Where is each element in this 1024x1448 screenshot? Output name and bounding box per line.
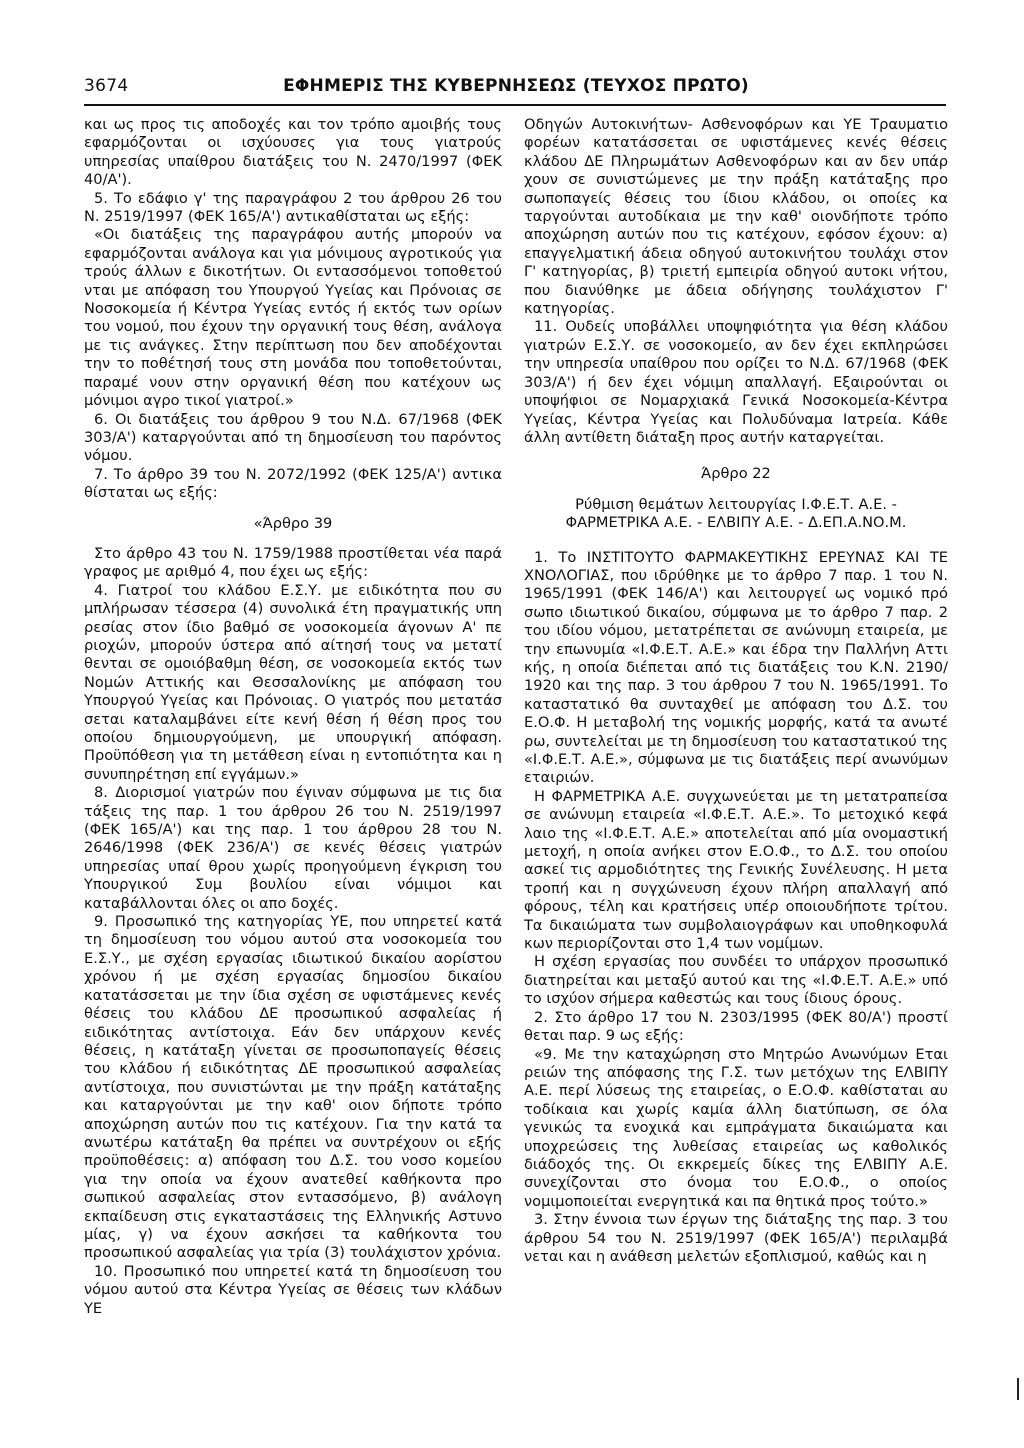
article-title-line: ΦΑΡΜΕΤΡΙΚΑ Α.Ε. - ΕΛΒΙΠΥ Α.Ε. - Δ.ΕΠ.Α.ΝΟ.Μ. [565, 514, 907, 532]
left-column [84, 116, 502, 1416]
paragraph: 2. Στο άρθρο 17 του Ν. 2303/1995 (ΦΕΚ 80/Α') προστί θεται παρ. 9 ως εξής: [524, 1008, 948, 1045]
article-22-heading [524, 465, 948, 532]
right-column [524, 116, 948, 1416]
paragraph: 5. Το εδάφιο γ' της παραγράφου 2 του άρθρου 26 του Ν. 2519/1997 (ΦΕΚ 165/Α') αντικαθίσταται ως εξής: [84, 189, 502, 226]
paragraph: 7. Το άρθρο 39 του Ν. 2072/1992 (ΦΕΚ 125/Α') αντικα θίσταται ως εξής: [84, 465, 502, 502]
page-title: ΕΦΗΜΕΡΙΣ ΤΗΣ ΚΥΒΕΡΝΗΣΕΩΣ (ΤΕΥΧΟΣ ΠΡΩΤΟ) [283, 76, 749, 96]
paragraph: 9. Προσωπικό της κατηγορίας ΥΕ, που υπηρετεί κατά τη δημοσίευση του νόμου αυτού στα νοσοκομεία του Ε.Σ.Υ., με σχέση εργασίας ιδιωτικού δικαίου αορίστου χρόνου ή με σχέση εργασίας δημοσίου δικαίου κατατάσσεται με την ίδια σχέση σε υφιστάμενες κενές θέσεις του κλάδου ΔΕ προσωπικού ασφαλείας ή ειδικότητας αντίστοιχα. Εάν δεν υπάρχουν κενές θέσεις, η κατάταξη γίνεται σε προσωποπαγείς θέσεις του κλάδου ή ειδικότητας ΔΕ προσωπικού ασφαλείας αντίστοιχα, που συνιστώνται με την πράξη κατάταξης και καταργούνται με την καθ' οιον δήποτε τρόπο αποχώρηση αυτών που τις κατέχουν. Για την κατά τα ανωτέρω κατάταξη θα πρέπει να συντρέχουν οι εξής προϋποθέσεις: α) απόφαση του Δ.Σ. του νοσο κομείου για την οποία να έχουν ανατεθεί καθήκοντα προ σωπικού ασφαλείας στον εντασσόμενο, β) ανάλογη εκπαίδευση στις εγκαταστάσεις της Ελληνικής Αστυνο μίας, γ) να έχουν ασκήσει τα καθήκοντα του προσωπικού ασφαλείας για τρία (3) τουλάχιστον χρόνια. [84, 913, 502, 1262]
paragraph: 6. Οι διατάξεις του άρθρου 9 του Ν.Δ. 67/1968 (ΦΕΚ 303/Α') καταργούνται από τη δημοσίευση του παρόντος νόμου. [84, 410, 502, 465]
article-title-line: Ρύθμιση θεμάτων λειτουργίας Ι.Φ.Ε.Τ. Α.Ε. - [575, 495, 897, 513]
paragraph: 4. Γιατροί του κλάδου Ε.Σ.Υ. με ειδικότητα που συ μπλήρωσαν τέσσερα (4) συνολικά έτη πραγματικής υπη ρεσίας στον ίδιο βαθμό σε νοσοκομεία άγονων Α' πε ριοχών, μπορούν ύστερα από αίτησή τους να μετατί θενται σε ομοιόβαθμη θέση, σε νοσοκομεία εκτός των Νομών Αττικής και Θεσσαλονίκης με απόφαση του Υπουργού Υγείας και Πρόνοιας. Ο γιατρός που μετατάσ σεται καταλαμβάνει είτε κενή θέση ή θέση προς του οποίου δημιουργούμενη, με υπουργική απόφαση. Προϋπόθεση για τη μετάθεση είναι η εντοπιότητα και η συνυπηρέτηση επί εγγάμων.» [84, 581, 502, 783]
paragraph: Οδηγών Αυτοκινήτων- Ασθενοφόρων και ΥΕ Τραυματιο φορέων κατατάσσεται σε υφιστάμενες κενές θέσεις κλάδου ΔΕ Πληρωμάτων Ασθενοφόρων και αν δεν υπάρ χουν σε συνιστώμενες με την πράξη κατάταξης προ σωποπαγείς θέσεις του ίδιου κλάδου, οι οποίες κα ταργούνται αυτοδίκαια με την καθ' οιονδήποτε τρόπο αποχώρηση αυτών που τις κατέχουν, εφόσον έχουν: α) επαγγελματική άδεια οδηγού αυτοκινήτου τουλάχι στον Γ' κατηγορίας, β) τριετή εμπειρία οδηγού αυτοκι νήτου, που διανύθηκε με άδεια οδήγησης τουλάχιστον Γ' κατηγορίας. [524, 116, 948, 318]
paragraph: 1. Το ΙΝΣΤΙΤΟΥΤΟ ΦΑΡΜΑΚΕΥΤΙΚΗΣ ΕΡΕΥΝΑΣ ΚΑΙ ΤΕ ΧΝΟΛΟΓΙΑΣ, που ιδρύθηκε με το άρθρο 7 παρ. 1 του Ν. 1965/1991 (ΦΕΚ 146/Α') και λειτουργεί ως νομικό πρό σωπο ιδιωτικού δικαίου, σύμφωνα με το άρθρο 7 παρ. 2 του ιδίου νόμου, μετατρέπεται σε ανώνυμη εταιρεία, με την επωνυμία «Ι.Φ.Ε.Τ. Α.Ε.» και έδρα την Παλλήνη Αττι κής, η οποία διέπεται από τις διατάξεις του Κ.Ν. 2190/ 1920 και της παρ. 3 του άρθρου 7 του Ν. 1965/1991. Το καταστατικό θα συνταχθεί με απόφαση του Δ.Σ. του Ε.Ο.Φ. Η μεταβολή της νομικής μορφής, κατά τα ανωτέ ρω, συντελείται με τη δημοσίευση του καταστατικού της «Ι.Φ.Ε.Τ. Α.Ε.», σύμφωνα με τις διατάξεις περί ανωνύμων εταιριών. [524, 548, 948, 787]
paragraph: Στο άρθρο 43 του Ν. 1759/1988 προστίθεται νέα παρά γραφος με αριθμό 4, που έχει ως εξής: [84, 544, 502, 581]
paragraph: «Οι διατάξεις της παραγράφου αυτής μπορούν να εφαρμόζονται ανάλογα και για μόνιμους αγροτικούς για τρούς άλλων ε δικοτήτων. Οι εντασσόμενοι τοποθετού νται με απόφαση του Υπουργού Υγείας και Πρόνοιας σε Νοσοκομεία ή Κέντρα Υγείας εντός ή εκτός των ορίων του νομού, που έχουν την οργανική τους θέση, ανάλογα με τις ανάγκες. Στην περίπτωση που δεν αποδέχονται την το ποθέτησή τους στη μονάδα που τοποθετούνται, παραμέ νουν στην οργανική θέση που κατέχουν ως μόνιμοι αγρο τικοί γιατροί.» [84, 226, 502, 410]
scan-edge-mark [1017, 1378, 1019, 1400]
article-number: Άρθρο 22 [701, 465, 771, 483]
paragraph: Η ΦΑΡΜΕΤΡΙΚΑ Α.Ε. συγχωνεύεται με τη μετατραπείσα σε ανώνυμη εταιρεία «Ι.Φ.Ε.Τ. Α.Ε.». Το μετοχικό κεφά λαιο της «Ι.Φ.Ε.Τ. Α.Ε.» αποτελείται από μία ονομαστική μετοχή, η οποία ανήκει στον Ε.Ο.Φ., το Δ.Σ. του οποίου ασκεί τις αρμοδιότητες της Γενικής Συνέλευσης. Η μετα τροπή και η συγχώνευση έχουν πλήρη απαλλαγή από φόρους, τέλη και κρατήσεις υπέρ οποιουδήποτε τρίτου. Τα δικαιώματα των συμβολαιογράφων και υποθηκοφυλά κων περιορίζονται στο 1,4 των νομίμων. [524, 787, 948, 953]
paragraph: 11. Ουδείς υποβάλλει υποψηφιότητα για θέση κλάδου γιατρών Ε.Σ.Υ. σε νοσοκομείο, αν δεν έχει εκπληρώσει την υπηρεσία υπαίθρου που ορίζει το Ν.Δ. 67/1968 (ΦΕΚ 303/Α') ή δεν έχει νόμιμη απαλλαγή. Εξαιρούνται οι υποψήφιοι σε Νομαρχιακά Γενικά Νοσοκομεία-Κέντρα Υγείας, Κέντρα Υγείας και Πολυδύναμα Ιατρεία. Κάθε άλλη αντίθετη διάταξη προς αυτήν καταργείται. [524, 318, 948, 446]
article-39-heading: «Άρθρο 39 [253, 514, 333, 532]
page-header [84, 76, 948, 102]
paragraph: 10. Προσωπικό που υπηρετεί κατά τη δημοσίευση του νόμου αυτού στα Κέντρα Υγείας σε θέσεις των κλάδων ΥΕ [84, 1262, 502, 1317]
paragraph: και ως προς τις αποδοχές και τον τρόπο αμοιβής τους εφαρμόζονται οι ισχύουσες για τους γιατρούς υπηρεσίας υπαίθρου διατάξεις του Ν. 2470/1997 (ΦΕΚ 40/Α'). [84, 116, 502, 189]
paragraph: Η σχέση εργασίας που συνδέει το υπάρχον προσωπικό διατηρείται και μεταξύ αυτού και της «Ι.Φ.Ε.Τ. Α.Ε.» υπό το ισχύον σήμερα καθεστώς και τους ίδιους όρους. [524, 953, 948, 1008]
page-number: 3674 [84, 76, 129, 96]
paragraph: «9. Με την καταχώρηση στο Μητρώο Ανωνύμων Εται ρειών της απόφασης της Γ.Σ. των μετόχων της ΕΛΒΙΠΥ Α.Ε. περί λύσεως της εταιρείας, ο Ε.Ο.Φ. καθίσταται αυ τοδίκαια και χωρίς καμία άλλη διατύπωση, σε όλα γενικώς τα ενοχικά και εμπράγματα δικαιώματα και υποχρεώσεις της λυθείσας εταιρείας ως καθολικός διάδοχός της. Οι εκκρεμείς δίκες της ΕΛΒΙΠΥ Α.Ε. συνεχίζονται στο όνομα του Ε.Ο.Φ., ο οποίος νομιμοποιείται ενεργητικά και πα θητικά προς τούτο.» [524, 1045, 948, 1210]
paragraph: 8. Διορισμοί γιατρών που έγιναν σύμφωνα με τις δια τάξεις της παρ. 1 του άρθρου 26 του Ν. 2519/1997 (ΦΕΚ 165/Α') και της παρ. 1 του άρθρου 28 του Ν. 2646/1998 (ΦΕΚ 236/Α') σε κενές θέσεις γιατρών υπηρεσίας υπαί θρου χωρίς προηγούμενη έγκριση του Υπουργικού Συμ βουλίου είναι νόμιμοι και καταβάλλονται όλες οι απο δοχές. [84, 784, 502, 912]
paragraph: 3. Στην έννοια των έργων της διάταξης της παρ. 3 του άρθρου 54 του Ν. 2519/1997 (ΦΕΚ 165/Α') περιλαμβά νεται και η ανάθεση μελετών εξοπλισμού, καθώς και η [524, 1211, 948, 1265]
header-divider [84, 104, 946, 106]
